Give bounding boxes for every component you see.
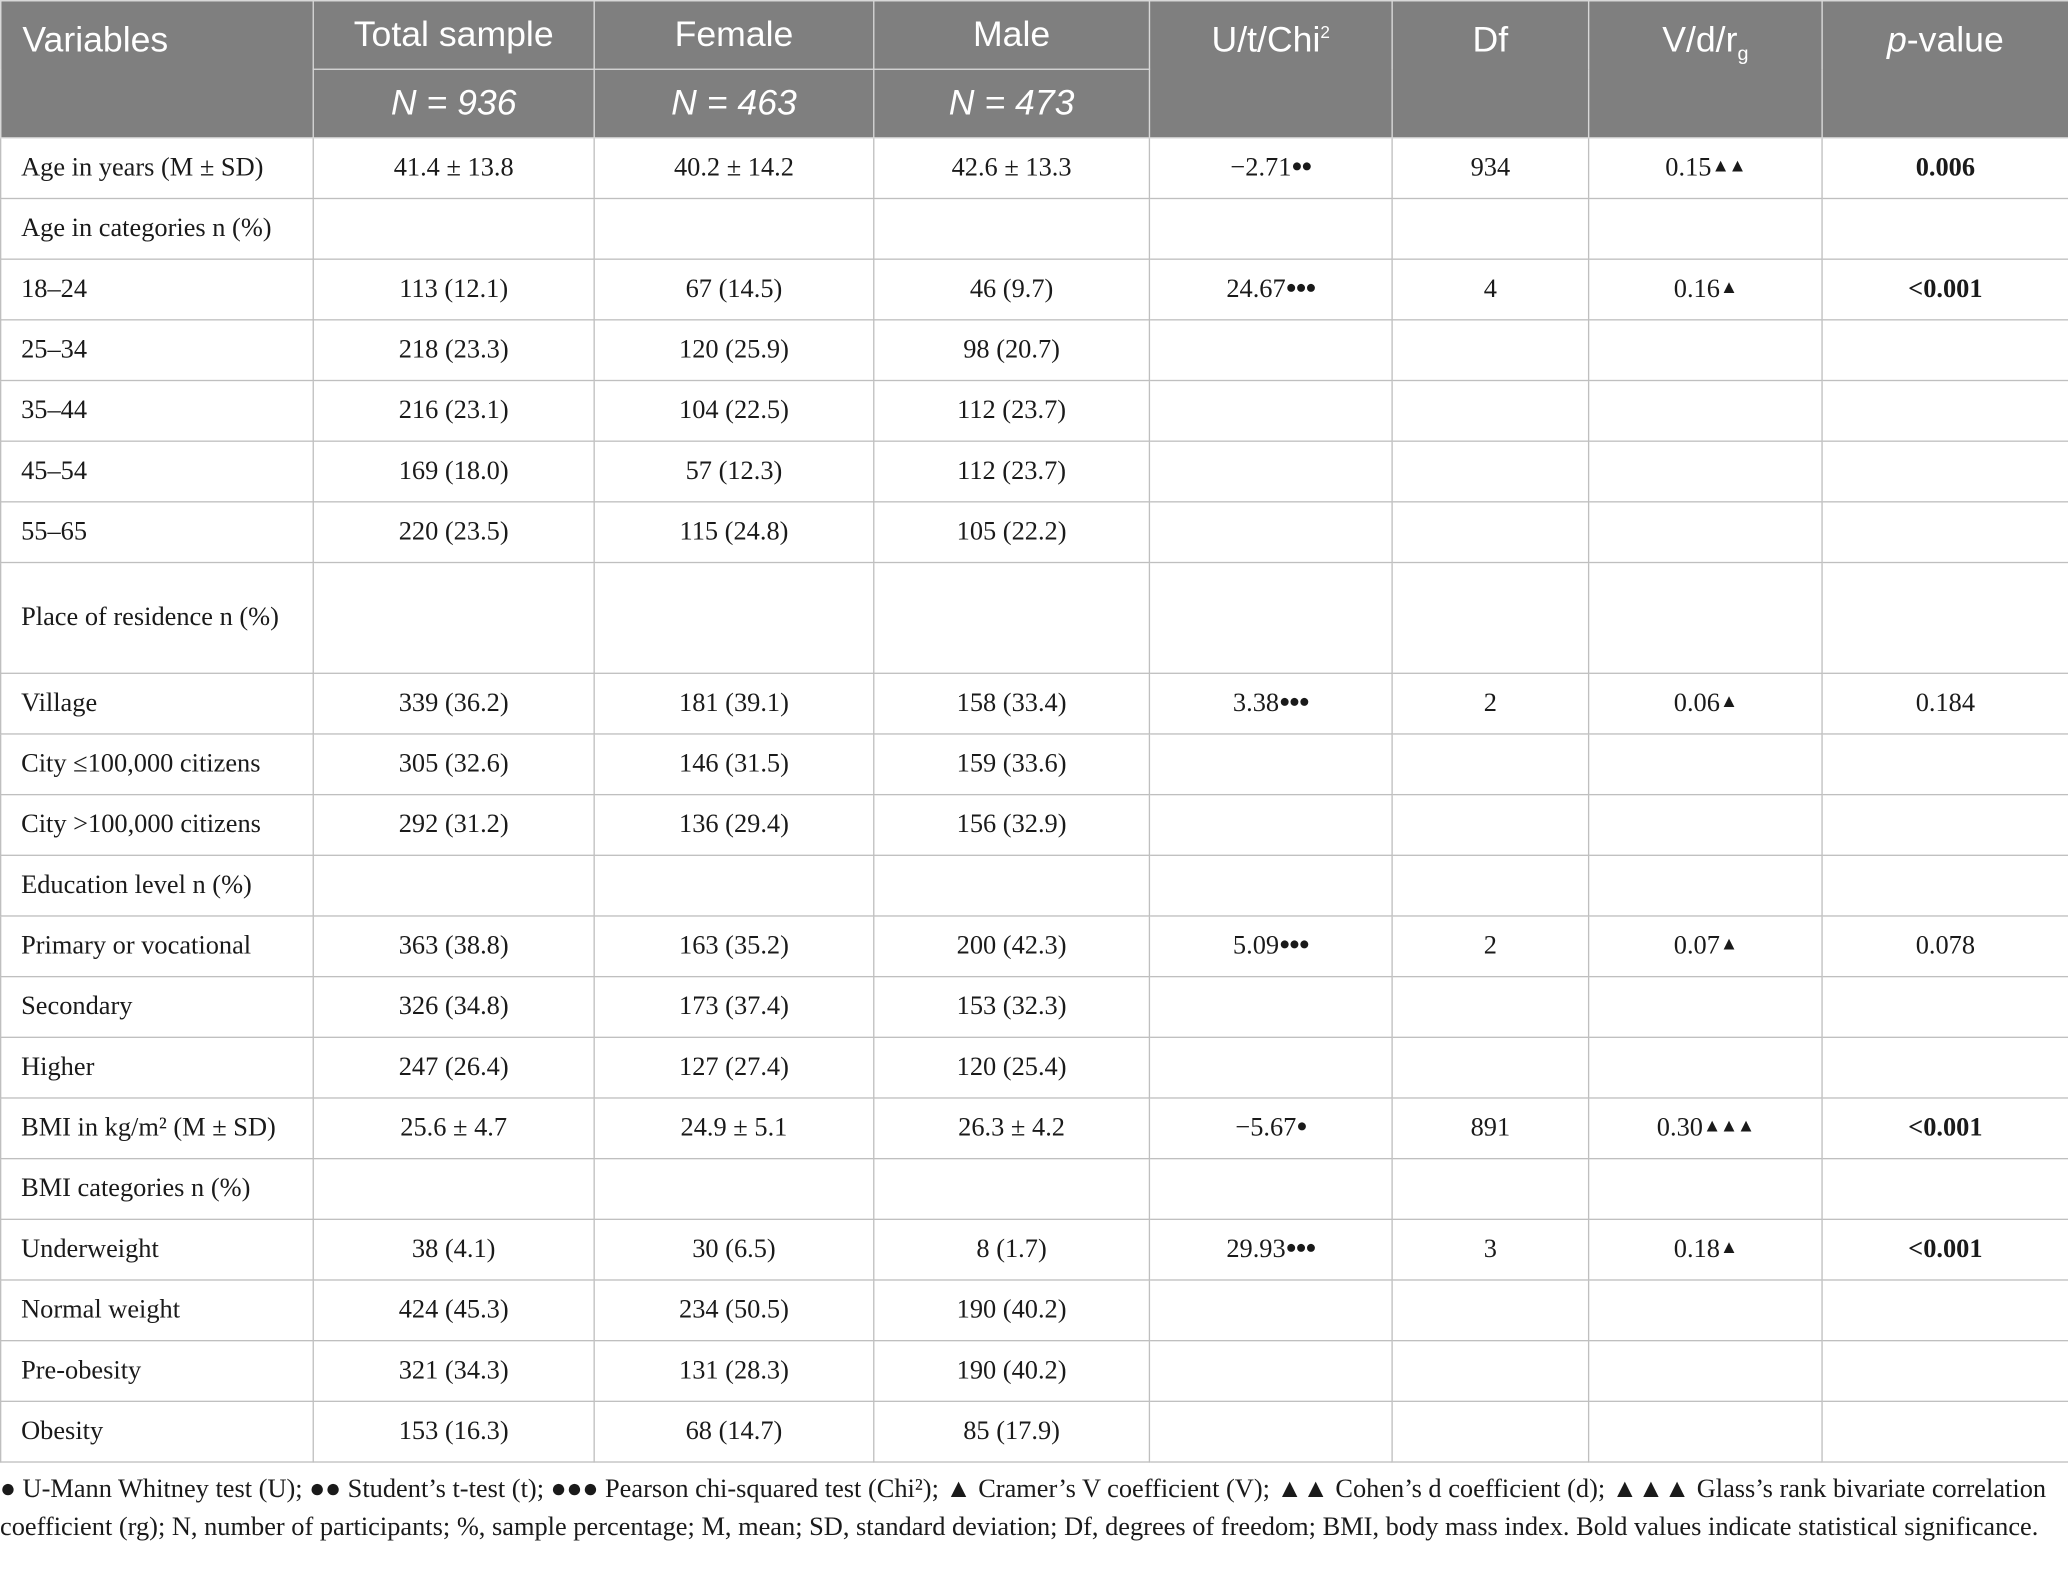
cell-statistic: 29.93●●●	[1149, 1219, 1392, 1280]
header-male: Male	[874, 1, 1150, 70]
cell-df	[1392, 441, 1589, 502]
header-effect-size: $V/d/r_g$	[1589, 1, 1822, 138]
cell-statistic	[1149, 977, 1392, 1038]
cell-effect-size	[1589, 1401, 1822, 1462]
cell-total: 25.6 ± 4.7	[313, 1098, 594, 1159]
cell-df	[1392, 1037, 1589, 1098]
cell-total: 424 (45.3)	[313, 1280, 594, 1341]
table-row	[1, 563, 2068, 674]
cell-male: 120 (25.4)	[874, 1037, 1150, 1098]
cell-total: 326 (34.8)	[313, 977, 594, 1038]
cell-statistic: −2.71●●	[1149, 138, 1392, 199]
cell-df	[1392, 1401, 1589, 1462]
cell-p-value	[1822, 795, 2068, 856]
row-label: Pre-obesity	[1, 1341, 314, 1402]
cell-effect-size	[1589, 381, 1822, 442]
cell-p-value	[1822, 734, 2068, 795]
cell-total: 247 (26.4)	[313, 1037, 594, 1098]
cell-statistic	[1149, 563, 1392, 674]
cell-male: 26.3 ± 4.2	[874, 1098, 1150, 1159]
cell-df	[1392, 1341, 1589, 1402]
cell-female: 68 (14.7)	[594, 1401, 874, 1462]
cell-female: 67 (14.5)	[594, 259, 874, 320]
cell-effect-size	[1589, 563, 1822, 674]
table-row	[1, 502, 2068, 563]
cell-female: 163 (35.2)	[594, 916, 874, 977]
cell-statistic: 3.38●●●	[1149, 673, 1392, 734]
cell-female: 40.2 ± 14.2	[594, 138, 874, 199]
cell-statistic	[1149, 1280, 1392, 1341]
header-statistic: U/t/Chi$^2$	[1149, 1, 1392, 138]
cell-statistic	[1149, 1401, 1392, 1462]
row-label: BMI in kg/m² (M ± SD)	[1, 1098, 314, 1159]
table-header	[1, 1, 2068, 138]
cell-statistic	[1149, 734, 1392, 795]
cell-female	[594, 855, 874, 916]
cell-p-value	[1822, 855, 2068, 916]
row-label: Secondary	[1, 977, 314, 1038]
cell-p-value	[1822, 198, 2068, 259]
cell-effect-size	[1589, 1280, 1822, 1341]
cell-female: 57 (12.3)	[594, 441, 874, 502]
row-label: Education level n (%)	[1, 855, 314, 916]
header-n-male: N = 473	[874, 69, 1150, 138]
cell-female: 127 (27.4)	[594, 1037, 874, 1098]
cell-p-value: <0.001	[1822, 1098, 2068, 1159]
table-row	[1, 977, 2068, 1038]
cell-statistic	[1149, 795, 1392, 856]
cell-total: 305 (32.6)	[313, 734, 594, 795]
cell-df	[1392, 977, 1589, 1038]
cell-p-value	[1822, 977, 2068, 1038]
table-row	[1, 916, 2068, 977]
cell-p-value: <0.001	[1822, 1219, 2068, 1280]
cell-df	[1392, 381, 1589, 442]
cell-effect-size	[1589, 795, 1822, 856]
cell-female: 146 (31.5)	[594, 734, 874, 795]
row-label: 25–34	[1, 320, 314, 381]
cell-effect-size	[1589, 1341, 1822, 1402]
table-row	[1, 1037, 2068, 1098]
cell-female: 131 (28.3)	[594, 1341, 874, 1402]
cell-total: 220 (23.5)	[313, 502, 594, 563]
cell-df	[1392, 320, 1589, 381]
cell-effect-size	[1589, 502, 1822, 563]
header-p-value: p-value	[1822, 1, 2068, 138]
cell-male	[874, 1159, 1150, 1220]
table-row	[1, 320, 2068, 381]
cell-effect-size	[1589, 734, 1822, 795]
cell-total	[313, 1159, 594, 1220]
table-row	[1, 855, 2068, 916]
cell-male: 158 (33.4)	[874, 673, 1150, 734]
row-label: City >100,000 citizens	[1, 795, 314, 856]
cell-total	[313, 855, 594, 916]
table-row	[1, 1098, 2068, 1159]
cell-female: 104 (22.5)	[594, 381, 874, 442]
header-total: Total sample	[313, 1, 594, 70]
cell-total: 38 (4.1)	[313, 1219, 594, 1280]
cell-female: 24.9 ± 5.1	[594, 1098, 874, 1159]
table-row	[1, 1280, 2068, 1341]
cell-effect-size	[1589, 320, 1822, 381]
cell-effect-size	[1589, 1159, 1822, 1220]
cell-male: 85 (17.9)	[874, 1401, 1150, 1462]
cell-df: 4	[1392, 259, 1589, 320]
table-row	[1, 734, 2068, 795]
cell-statistic: −5.67●	[1149, 1098, 1392, 1159]
cell-p-value: <0.001	[1822, 259, 2068, 320]
cell-effect-size: 0.06▲	[1589, 673, 1822, 734]
cell-statistic	[1149, 198, 1392, 259]
cell-male: 8 (1.7)	[874, 1219, 1150, 1280]
row-label: City ≤100,000 citizens	[1, 734, 314, 795]
cell-statistic: 5.09●●●	[1149, 916, 1392, 977]
header-df: Df	[1392, 1, 1589, 138]
cell-female	[594, 198, 874, 259]
cell-p-value: 0.184	[1822, 673, 2068, 734]
cell-total: 41.4 ± 13.8	[313, 138, 594, 199]
header-variables: Variables	[1, 1, 314, 138]
cell-df	[1392, 795, 1589, 856]
table-row	[1, 1341, 2068, 1402]
table-body	[1, 138, 2068, 1462]
cell-effect-size: 0.16▲	[1589, 259, 1822, 320]
cell-male: 105 (22.2)	[874, 502, 1150, 563]
table-row	[1, 198, 2068, 259]
cell-female: 234 (50.5)	[594, 1280, 874, 1341]
cell-female: 115 (24.8)	[594, 502, 874, 563]
table-row	[1, 259, 2068, 320]
cell-male: 200 (42.3)	[874, 916, 1150, 977]
cell-total: 216 (23.1)	[313, 381, 594, 442]
table-row	[1, 1219, 2068, 1280]
cell-female: 30 (6.5)	[594, 1219, 874, 1280]
cell-total	[313, 563, 594, 674]
cell-male	[874, 198, 1150, 259]
cell-p-value	[1822, 1341, 2068, 1402]
cell-male	[874, 855, 1150, 916]
cell-p-value	[1822, 1280, 2068, 1341]
cell-df: 2	[1392, 916, 1589, 977]
cell-total: 321 (34.3)	[313, 1341, 594, 1402]
cell-df	[1392, 1280, 1589, 1341]
row-label: Age in categories n (%)	[1, 198, 314, 259]
cell-female: 173 (37.4)	[594, 977, 874, 1038]
cell-effect-size	[1589, 855, 1822, 916]
cell-p-value	[1822, 320, 2068, 381]
cell-df: 891	[1392, 1098, 1589, 1159]
cell-male: 112 (23.7)	[874, 381, 1150, 442]
cell-p-value	[1822, 1037, 2068, 1098]
row-label: 18–24	[1, 259, 314, 320]
cell-male: 156 (32.9)	[874, 795, 1150, 856]
row-label: 35–44	[1, 381, 314, 442]
cell-male	[874, 563, 1150, 674]
cell-df: 2	[1392, 673, 1589, 734]
table-row	[1, 441, 2068, 502]
cell-statistic	[1149, 502, 1392, 563]
header-n-total: N = 936	[313, 69, 594, 138]
cell-effect-size	[1589, 198, 1822, 259]
row-label: Place of residence n (%)	[1, 563, 314, 674]
cell-male: 46 (9.7)	[874, 259, 1150, 320]
cell-male: 42.6 ± 13.3	[874, 138, 1150, 199]
cell-statistic: 24.67●●●	[1149, 259, 1392, 320]
cell-df	[1392, 1159, 1589, 1220]
cell-effect-size: 0.07▲	[1589, 916, 1822, 977]
cell-female	[594, 1159, 874, 1220]
row-label: Obesity	[1, 1401, 314, 1462]
row-label: BMI categories n (%)	[1, 1159, 314, 1220]
header-n-female: N = 463	[594, 69, 874, 138]
cell-p-value	[1822, 1159, 2068, 1220]
table-row	[1, 381, 2068, 442]
row-label: Normal weight	[1, 1280, 314, 1341]
cell-p-value	[1822, 1401, 2068, 1462]
row-label: Primary or vocational	[1, 916, 314, 977]
cell-df	[1392, 563, 1589, 674]
table-row	[1, 673, 2068, 734]
cell-statistic	[1149, 441, 1392, 502]
cell-male: 190 (40.2)	[874, 1280, 1150, 1341]
cell-total: 218 (23.3)	[313, 320, 594, 381]
cell-statistic	[1149, 381, 1392, 442]
cell-total: 292 (31.2)	[313, 795, 594, 856]
cell-effect-size	[1589, 977, 1822, 1038]
cell-female: 136 (29.4)	[594, 795, 874, 856]
cell-p-value	[1822, 381, 2068, 442]
cell-df	[1392, 502, 1589, 563]
cell-df	[1392, 198, 1589, 259]
cell-statistic	[1149, 1037, 1392, 1098]
cell-female: 120 (25.9)	[594, 320, 874, 381]
row-label: Village	[1, 673, 314, 734]
cell-effect-size	[1589, 1037, 1822, 1098]
cell-statistic	[1149, 855, 1392, 916]
table-row	[1, 1401, 2068, 1462]
cell-effect-size: 0.30▲▲▲	[1589, 1098, 1822, 1159]
table-footnote: ● U-Mann Whitney test (U); ●● Student’s t-test (t); ●●● Pearson chi-squared test (Chi²); ▲ Cramer’s V coefficient (V); ▲▲ Cohen’s d coefficient (d); ▲▲▲ Glass’s rank bivariate correlation coefficient (rg); N, number of participants; %, sample percentage; M, mean; SD, standard deviation; Df, degrees of freedom; BMI, body mass index. Bold values indicate statistical significance.	[0, 1474, 2047, 1542]
row-label: Underweight	[1, 1219, 314, 1280]
cell-p-value: 0.078	[1822, 916, 2068, 977]
row-label: 45–54	[1, 441, 314, 502]
cell-effect-size: 0.18▲	[1589, 1219, 1822, 1280]
row-label: Higher	[1, 1037, 314, 1098]
cell-total: 339 (36.2)	[313, 673, 594, 734]
cell-female: 181 (39.1)	[594, 673, 874, 734]
cell-male: 112 (23.7)	[874, 441, 1150, 502]
cell-total: 363 (38.8)	[313, 916, 594, 977]
table-row	[1, 138, 2068, 199]
cell-male: 98 (20.7)	[874, 320, 1150, 381]
cell-df	[1392, 734, 1589, 795]
cell-male: 190 (40.2)	[874, 1341, 1150, 1402]
cell-statistic	[1149, 320, 1392, 381]
cell-df: 3	[1392, 1219, 1589, 1280]
cell-effect-size	[1589, 441, 1822, 502]
header-female: Female	[594, 1, 874, 70]
cell-male: 153 (32.3)	[874, 977, 1150, 1038]
cell-df	[1392, 855, 1589, 916]
cell-statistic	[1149, 1341, 1392, 1402]
cell-total: 153 (16.3)	[313, 1401, 594, 1462]
cell-total: 169 (18.0)	[313, 441, 594, 502]
cell-p-value	[1822, 441, 2068, 502]
cell-male: 159 (33.6)	[874, 734, 1150, 795]
cell-total: 113 (12.1)	[313, 259, 594, 320]
cell-p-value	[1822, 502, 2068, 563]
cell-df: 934	[1392, 138, 1589, 199]
cell-p-value: 0.006	[1822, 138, 2068, 199]
cell-statistic	[1149, 1159, 1392, 1220]
row-label: Age in years (M ± SD)	[1, 138, 314, 199]
row-label: 55–65	[1, 502, 314, 563]
cell-female	[594, 563, 874, 674]
cell-effect-size: 0.15▲▲	[1589, 138, 1822, 199]
table-row	[1, 1159, 2068, 1220]
table-row	[1, 795, 2068, 856]
cell-total	[313, 198, 594, 259]
cell-p-value	[1822, 563, 2068, 674]
